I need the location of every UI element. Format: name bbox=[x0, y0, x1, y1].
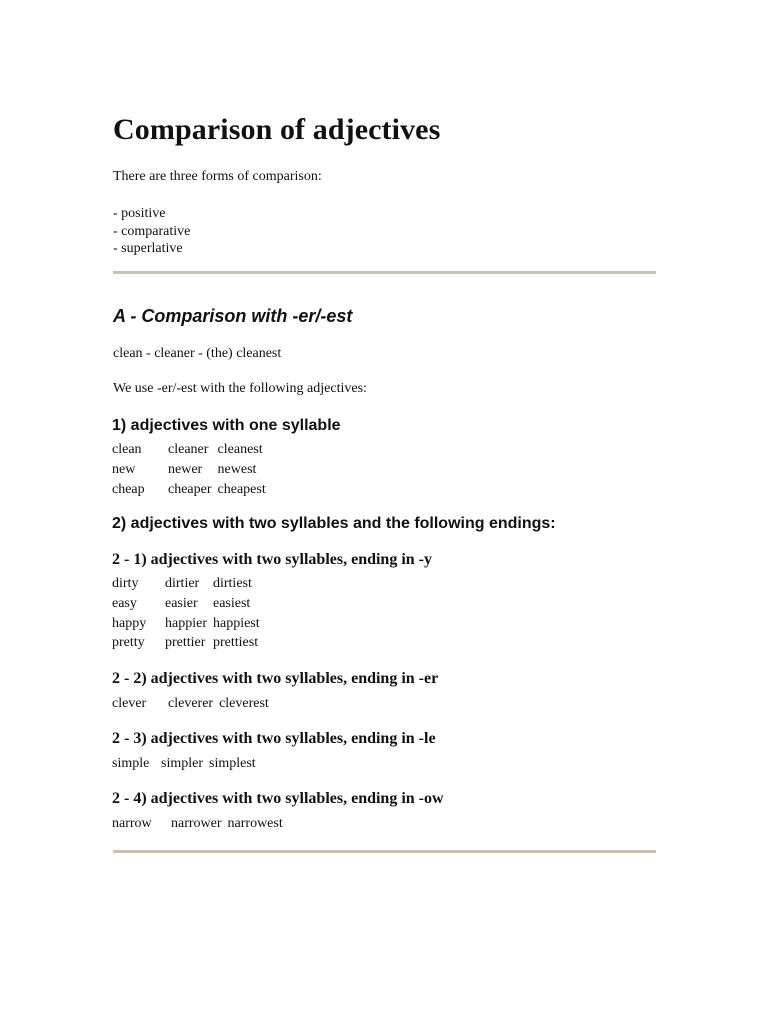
ending-le-heading: 2 - 3) adjectives with two syllables, ending in -le bbox=[112, 730, 436, 747]
document-content bbox=[112, 110, 658, 831]
positive-cell: narrow bbox=[112, 816, 152, 831]
ending-ow-table bbox=[109, 814, 286, 834]
example-text: clean - cleaner - (the) cleanest bbox=[113, 346, 282, 361]
comparative-cell: easier bbox=[165, 595, 198, 611]
table-row bbox=[109, 574, 263, 594]
usage-text: We use -er/-est with the following adjectives: bbox=[113, 381, 367, 396]
positive-cell: new bbox=[112, 461, 136, 477]
comparative-cell: prettier bbox=[165, 635, 206, 651]
table-row bbox=[109, 480, 269, 500]
ending-le-table bbox=[109, 754, 259, 774]
form-item-positive: - positive bbox=[113, 206, 166, 221]
ending-y-heading: 2 - 1) adjectives with two syllables, ending in -y bbox=[112, 551, 432, 568]
table-row bbox=[109, 594, 263, 614]
ending-y-table bbox=[109, 574, 263, 653]
section-divider-top bbox=[113, 271, 656, 274]
two-syllables-heading: 2) adjectives with two syllables and the following endings: bbox=[112, 515, 556, 532]
positive-cell: dirty bbox=[112, 576, 139, 591]
ending-er-table bbox=[109, 694, 272, 714]
one-syllable-heading: 1) adjectives with one syllable bbox=[112, 417, 341, 434]
positive-cell: happy bbox=[112, 615, 147, 631]
comparative-cell: narrower bbox=[171, 816, 222, 831]
comparative-cell: cheaper bbox=[168, 481, 212, 497]
positive-cell: simple bbox=[112, 756, 150, 771]
positive-cell: easy bbox=[112, 595, 137, 611]
superlative-cell: cleverest bbox=[219, 696, 269, 711]
table-row bbox=[109, 754, 259, 774]
table-row bbox=[109, 814, 286, 834]
positive-cell: pretty bbox=[112, 635, 145, 651]
comparative-cell: newer bbox=[168, 461, 203, 477]
forms-list bbox=[113, 205, 658, 258]
positive-cell: clean bbox=[112, 442, 142, 457]
form-item-superlative: - superlative bbox=[113, 241, 183, 256]
section-divider-bottom bbox=[113, 850, 656, 853]
table-row bbox=[109, 460, 269, 480]
comparative-cell: cleverer bbox=[168, 696, 214, 711]
table-row bbox=[109, 440, 269, 460]
comparative-cell: simpler bbox=[161, 756, 203, 771]
page-title: Comparison of adjectives bbox=[113, 113, 441, 146]
table-row bbox=[109, 614, 263, 634]
superlative-cell: simplest bbox=[209, 756, 256, 771]
ending-ow-heading: 2 - 4) adjectives with two syllables, ending in -ow bbox=[112, 790, 444, 807]
form-item-comparative: - comparative bbox=[113, 223, 191, 239]
superlative-cell: cleanest bbox=[217, 442, 263, 457]
comparative-cell: dirtier bbox=[165, 576, 200, 591]
superlative-cell: dirtiest bbox=[212, 576, 252, 591]
section-a-heading: A - Comparison with -er/-est bbox=[113, 306, 353, 326]
table-row bbox=[109, 633, 263, 653]
ending-er-heading: 2 - 2) adjectives with two syllables, ending in -er bbox=[112, 670, 439, 687]
superlative-cell: cheapest bbox=[217, 481, 266, 497]
positive-cell: clever bbox=[112, 696, 147, 711]
positive-cell: cheap bbox=[112, 481, 145, 497]
table-row bbox=[109, 694, 272, 714]
one-syllable-table bbox=[109, 440, 269, 499]
comparative-cell: cleaner bbox=[168, 442, 209, 457]
comparative-cell: happier bbox=[165, 615, 207, 631]
superlative-cell: newest bbox=[217, 461, 257, 477]
superlative-cell: happiest bbox=[212, 615, 260, 631]
superlative-cell: easiest bbox=[212, 595, 251, 611]
superlative-cell: narrowest bbox=[227, 816, 283, 831]
intro-text: There are three forms of comparison: bbox=[113, 169, 322, 184]
superlative-cell: prettiest bbox=[212, 635, 259, 651]
